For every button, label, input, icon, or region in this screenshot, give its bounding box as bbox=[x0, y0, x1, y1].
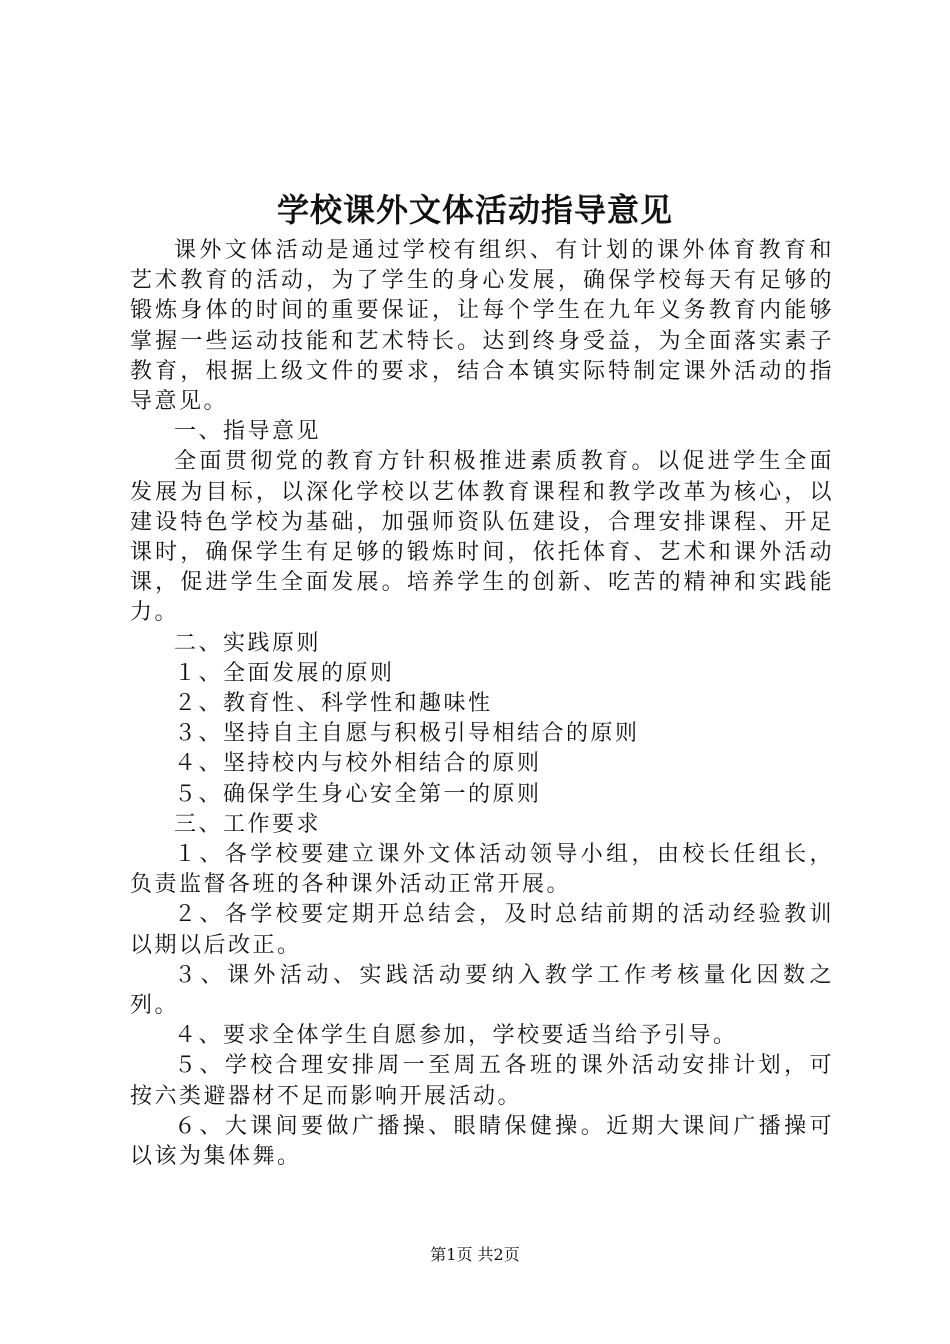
section-heading-principles: 二、实践原则 bbox=[174, 630, 322, 656]
requirement-item: ３、课外活动、实践活动要纳入教学工作考核量化因数之列。 bbox=[130, 962, 834, 1019]
principle-item: ３、坚持自主自愿与积极引导相结合的原则 bbox=[174, 721, 640, 747]
requirement-item: ２、各学校要定期开总结会，及时总结前期的活动经验教训以期以后改正。 bbox=[130, 902, 834, 958]
section-heading-requirements: 三、工作要求 bbox=[174, 811, 322, 837]
principle-item: １、全面发展的原则 bbox=[174, 660, 395, 686]
principle-item: ２、教育性、科学性和趣味性 bbox=[174, 691, 493, 717]
requirement-item: ４、要求全体学生自愿参加，学校要适当给予引导。 bbox=[174, 1023, 738, 1049]
principle-item: ５、确保学生身心安全第一的原则 bbox=[174, 781, 542, 807]
guidance-paragraph: 全面贯彻党的教育方针积极推进素质教育。以促进学生全面发展为目标，以深化学校以艺体教育课程和教学改革为核心，以建设特色学校为基础，加强师资队伍建设，合理安排课程、开足课时，确保学生有足够的锻炼时间，依托体育、艺术和课外活动课，促进学生全面发展。培养学生的创新、吃苦的精神和实践能力。 bbox=[130, 449, 834, 626]
requirement-item: １、各学校要建立课外文体活动领导小组，由校长任组长，负责监督各班的各种课外活动正常开展。 bbox=[130, 842, 834, 898]
page-footer: 第1页 共2页 bbox=[430, 1245, 520, 1264]
requirement-item: ６、大课间要做广播操、眼睛保健操。近期大课间广播操可以该为集体舞。 bbox=[130, 1113, 834, 1170]
document-body bbox=[130, 236, 834, 1172]
intro-paragraph: 课外文体活动是通过学校有组织、有计划的课外体育教育和艺术教育的活动，为了学生的身心发展，确保学校每天有足够的锻炼身体的时间的重要保证，让每个学生在九年义务教育内能够掌握一些运动技能和艺术特长。达到终身受益，为全面落实素子教育，根据上级文件的要求，结合本镇实际特制定课外活动的指导意见。 bbox=[130, 238, 834, 415]
principle-item: ４、坚持校内与校外相结合的原则 bbox=[174, 751, 542, 777]
section-heading-guidance: 一、指导意见 bbox=[174, 419, 322, 445]
requirement-item: ５、学校合理安排周一至周五各班的课外活动安排计划，可按六类避器材不足而影响开展活动。 bbox=[130, 1053, 834, 1109]
document-title: 学校课外文体活动指导意见 bbox=[276, 191, 673, 229]
